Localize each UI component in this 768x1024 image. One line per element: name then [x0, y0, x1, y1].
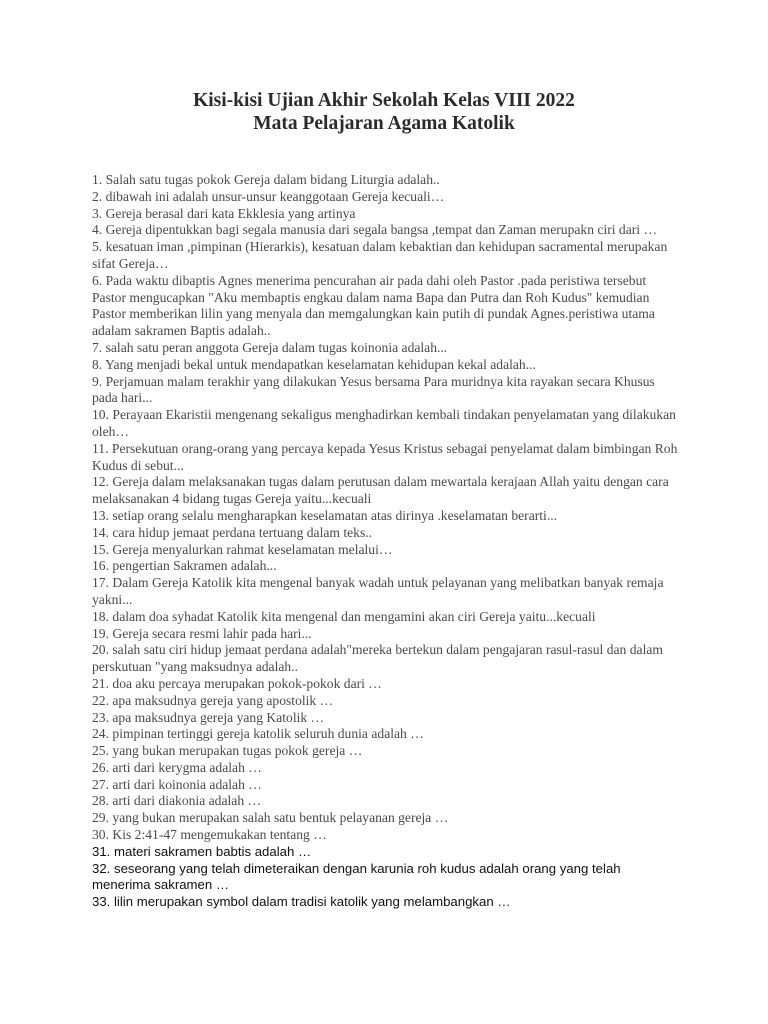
- question-item: 7. salah satu peran anggota Gereja dalam tugas koinonia adalah...: [92, 339, 448, 355]
- question-item: 10. Perayaan Ekaristii mengenang sekaligus menghadirkan kembali tindakan penyelamatan yang dilakukan oleh…: [92, 407, 676, 439]
- question-item: 5. kesatuan iman ,pimpinan (Hierarkis), kesatuan dalam kebaktian dan kehidupan sacramental merupakan sifat Gereja…: [92, 239, 668, 271]
- question-item: 19. Gereja secara resmi lahir pada hari...: [92, 625, 312, 641]
- question-item: 8. Yang menjadi bekal untuk mendapatkan keselamatan kehidupan kekal adalah...: [92, 356, 536, 372]
- document-title: Kisi-kisi Ujian Akhir Sekolah Kelas VIII 2022: [193, 90, 575, 111]
- question-item: 16. pengertian Sakramen adalah...: [92, 558, 277, 574]
- question-item: 13. setiap orang selalu mengharapkan keselamatan atas dirinya .keselamatan berarti...: [92, 507, 558, 523]
- question-item: 18. dalam doa syhadat Katolik kita mengenal dan mengamini akan ciri Gereja yaitu...kecuali: [92, 608, 596, 624]
- question-item: 28. arti dari diakonia adalah …: [92, 793, 262, 809]
- question-item: 29. yang bukan merupakan salah satu bentuk pelayanan gereja …: [92, 810, 449, 826]
- question-item: 14. cara hidup jemaat perdana tertuang dalam teks..: [92, 524, 373, 540]
- question-item: 25. yang bukan merupakan tugas pokok gereja …: [92, 743, 363, 759]
- question-item: 31. materi sakramen babtis adalah …: [92, 843, 312, 859]
- question-item: 30. Kis 2:41-47 mengemukakan tentang …: [92, 827, 327, 843]
- question-item: 26. arti dari kerygma adalah …: [92, 759, 262, 775]
- question-item: 3. Gereja berasal dari kata Ekklesia yang artinya: [92, 205, 356, 221]
- question-item: 6. Pada waktu dibaptis Agnes menerima pencurahan air pada dahi oleh Pastor .pada peristiwa tersebut Pastor mengucapkan "Aku membaptis engkau dalam nama Bapa dan Putra dan Roh Kudus" kemudian Pastor memberikan lilin yang menyala dan memgalungkan kain putih di pundak Agnes.peristiwa utama adalam sakramen Baptis adalah..: [92, 272, 655, 339]
- question-item: 33. lilin merupakan symbol dalam tradisi katolik yang melambangkan …: [92, 894, 511, 910]
- question-item: 1. Salah satu tugas pokok Gereja dalam bidang Liturgia adalah..: [92, 172, 440, 187]
- question-item: 21. doa aku percaya merupakan pokok-pokok dari …: [92, 675, 382, 691]
- question-item: 4. Gereja dipentukkan bagi segala manusia dari segala bangsa ,tempat dan Zaman merupakn ciri dari …: [92, 222, 658, 238]
- question-item: 9. Perjamuan malam terakhir yang dilakukan Yesus bersama Para muridnya kita rayakan secara Khusus pada hari...: [92, 373, 655, 406]
- question-item: 17. Dalam Gereja Katolik kita mengenal banyak wadah untuk pelayanan yang melibatkan banyak remaja yakni...: [92, 575, 664, 607]
- question-item: 23. apa maksudnya gereja yang Katolik …: [92, 709, 325, 725]
- question-item: 15. Gereja menyalurkan rahmat keselamatan melalui…: [92, 541, 393, 557]
- question-item: 12. Gereja dalam melaksanakan tugas dalam perutusan dalam mewartala kerajaan Allah yaitu dengan cara melaksanakan 4 bidang tugas Gereja yaitu...kecuali: [92, 474, 669, 507]
- question-item: 27. arti dari koinonia adalah …: [92, 776, 262, 792]
- document-subtitle: Mata Pelajaran Agama Katolik: [253, 113, 515, 134]
- question-item: 22. apa maksudnya gereja yang apostolik …: [92, 692, 334, 708]
- question-item: 20. salah satu ciri hidup jemaat perdana adalah"mereka bertekun dalam pengajaran rasul-rasul dan dalam perskutuan "yang maksudnya adalah..: [92, 642, 663, 675]
- question-item: 11. Persekutuan orang-orang yang percaya kepada Yesus Kristus sebagai penyelamat dalam bimbingan Roh Kudus di sebut...: [92, 440, 678, 473]
- question-item: 2. dibawah ini adalah unsur-unsur keanggotaan Gereja kecuali…: [92, 188, 445, 204]
- question-item: 32. seseorang yang telah dimeteraikan dengan karunia roh kudus adalah orang yang telah menerima sakramen …: [92, 860, 621, 893]
- question-list: [92, 172, 682, 911]
- question-item: 24. pimpinan tertinggi gereja katolik seluruh dunia adalah …: [92, 726, 424, 742]
